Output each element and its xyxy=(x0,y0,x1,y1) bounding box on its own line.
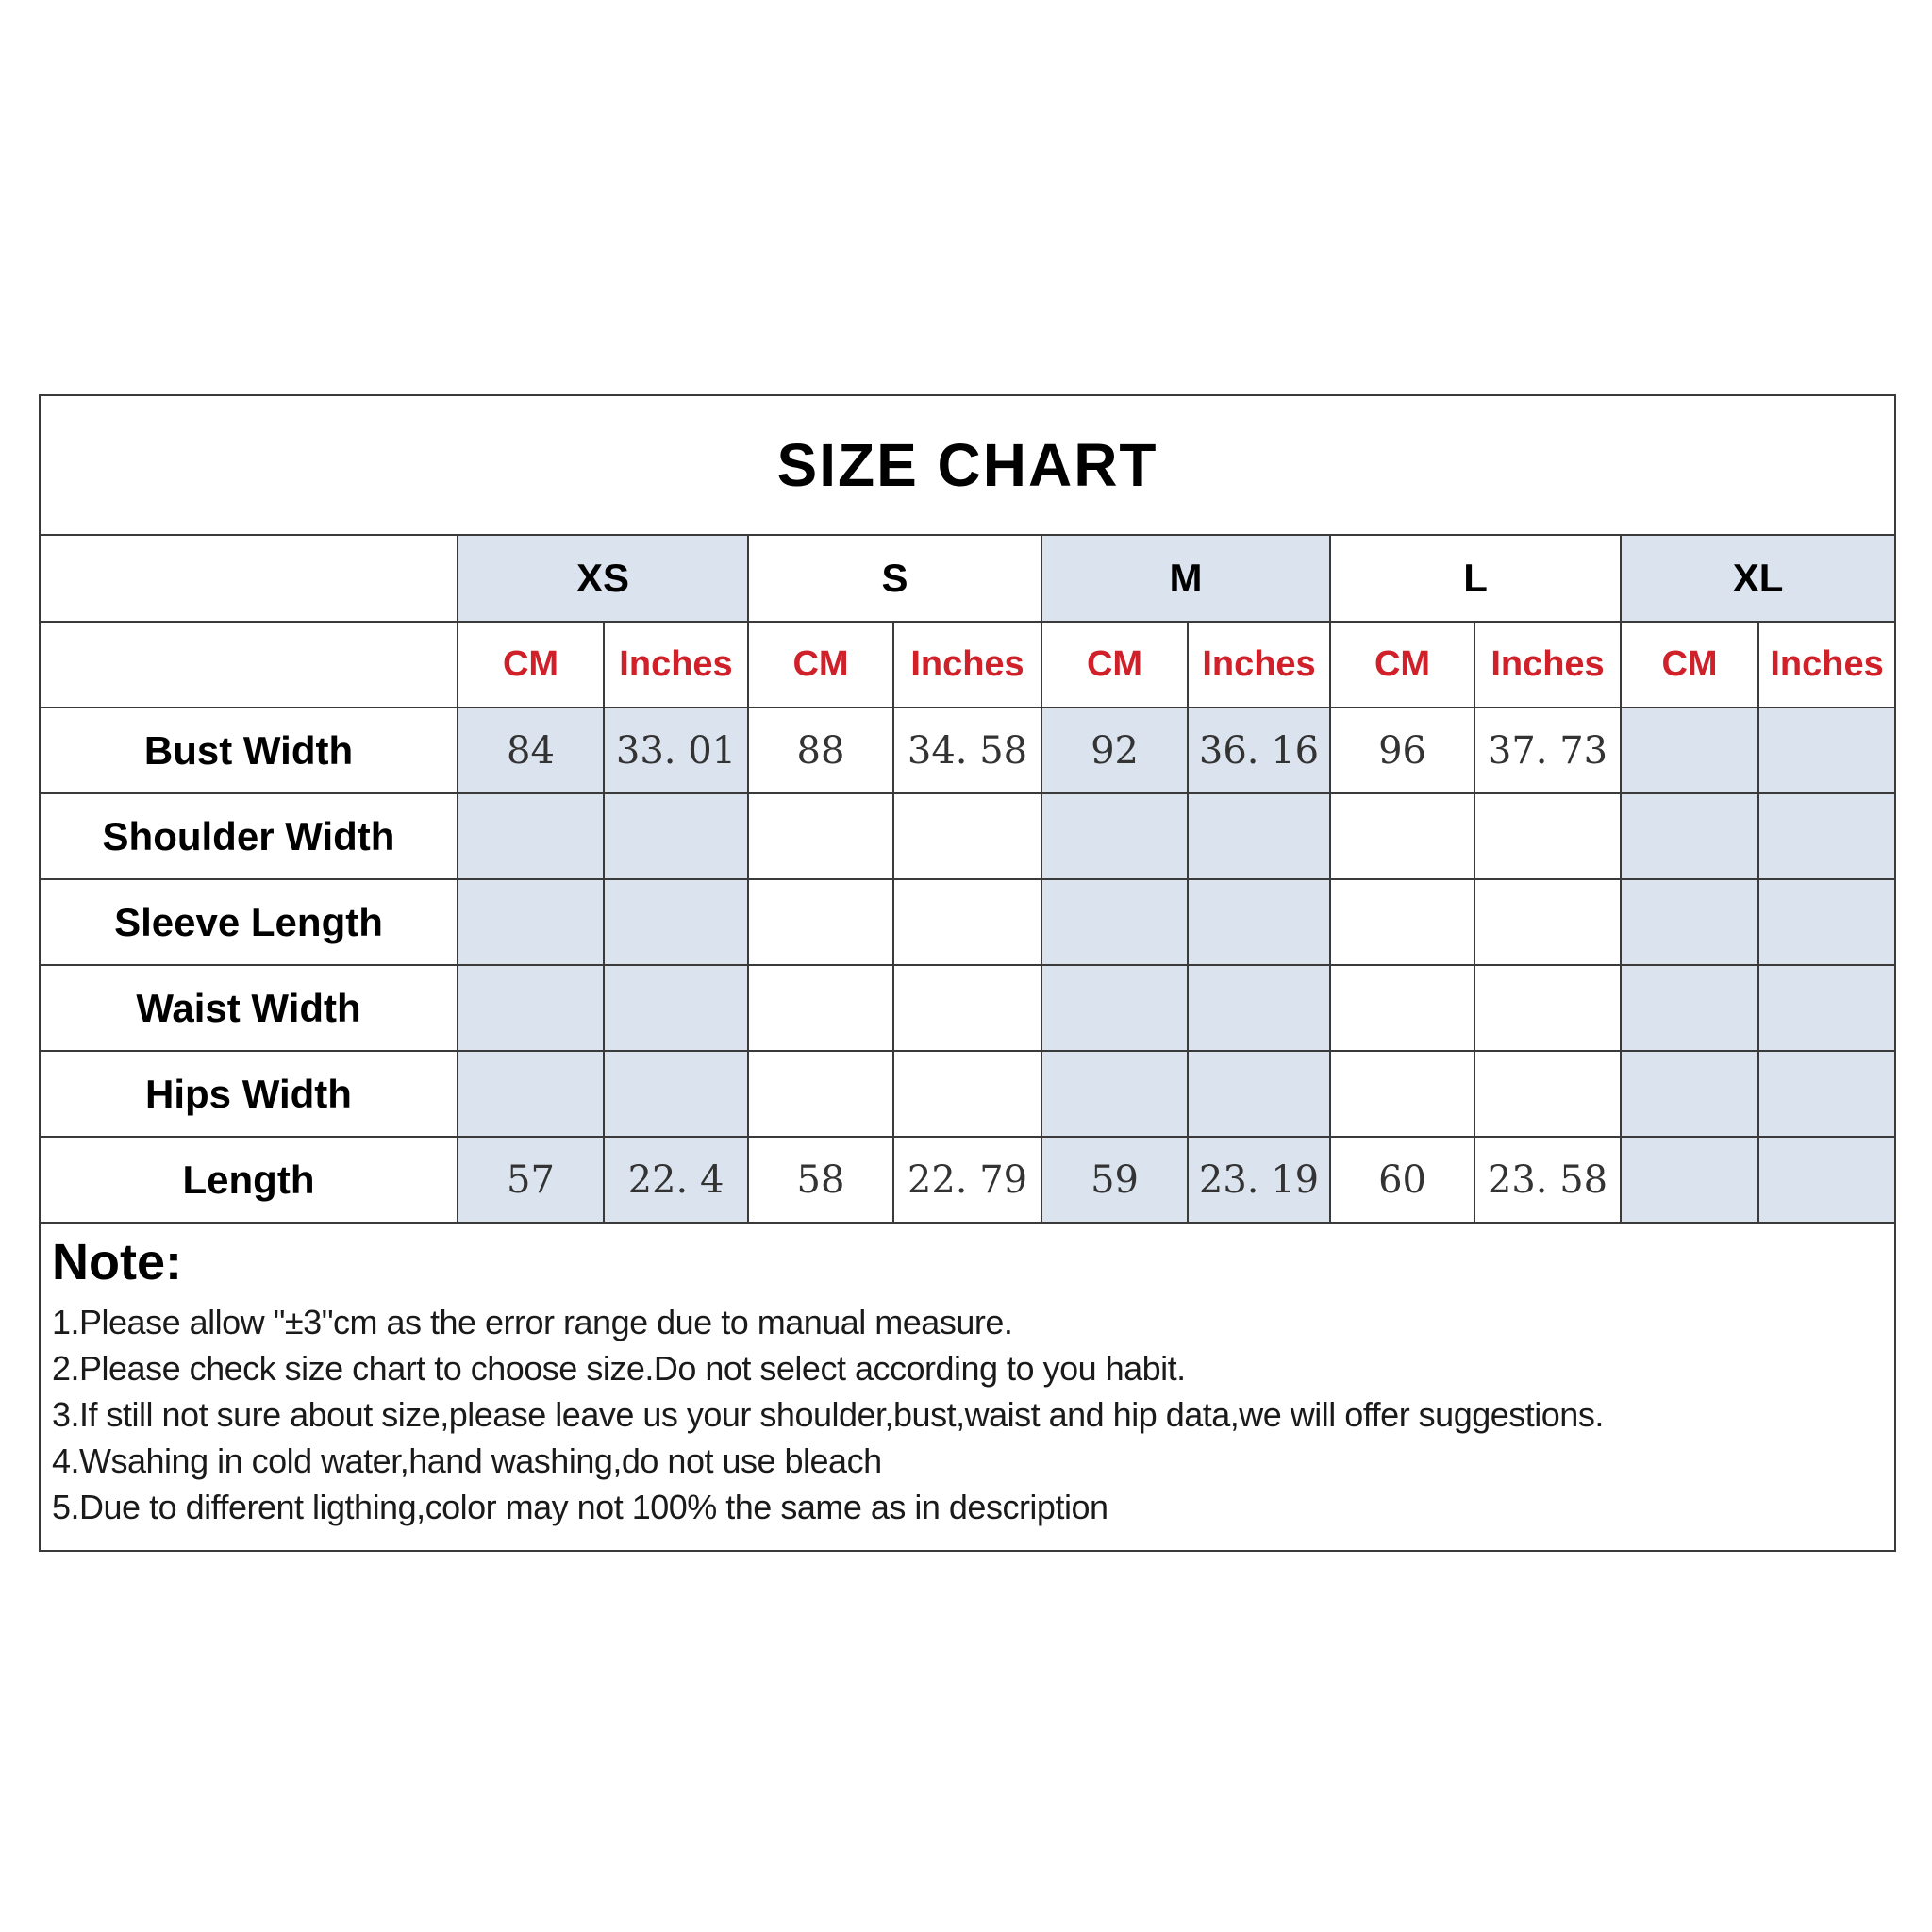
value-cell xyxy=(893,879,1041,965)
value-cell xyxy=(1621,965,1758,1051)
value-cell: 60 xyxy=(1330,1137,1474,1223)
value-cell xyxy=(458,879,604,965)
value-cell: 84 xyxy=(458,708,604,793)
value-cell xyxy=(1188,965,1330,1051)
measurement-rows xyxy=(41,708,1894,1223)
value-cell xyxy=(748,1051,893,1137)
size-s-header: S xyxy=(748,536,1041,622)
value-cell xyxy=(748,793,893,879)
size-header-row xyxy=(41,536,1894,622)
value-cell: 92 xyxy=(1041,708,1188,793)
value-cell xyxy=(458,793,604,879)
note-item: 5.Due to different ligthing,color may not 100% the same as in description xyxy=(52,1488,1108,1526)
row-label: Waist Width xyxy=(41,965,458,1051)
row-label: Sleeve Length xyxy=(41,879,458,965)
value-cell xyxy=(1621,1051,1758,1137)
corner-cell xyxy=(41,536,458,622)
value-cell xyxy=(604,1051,748,1137)
value-cell xyxy=(1758,1051,1894,1137)
table-row xyxy=(41,965,1894,1051)
value-cell: 34. 58 xyxy=(893,708,1041,793)
corner-cell xyxy=(41,622,458,708)
value-cell: 88 xyxy=(748,708,893,793)
table-row xyxy=(41,793,1894,879)
value-cell xyxy=(1621,708,1758,793)
value-cell xyxy=(1188,793,1330,879)
size-xs-header: XS xyxy=(458,536,748,622)
unit-header-row xyxy=(41,622,1894,708)
value-cell xyxy=(1621,879,1758,965)
value-cell xyxy=(1041,965,1188,1051)
notes-section xyxy=(41,1224,1894,1530)
value-cell xyxy=(1758,708,1894,793)
value-cell xyxy=(748,879,893,965)
value-cell: 22. 4 xyxy=(604,1137,748,1223)
value-cell: 57 xyxy=(458,1137,604,1223)
chart-title: SIZE CHART xyxy=(41,396,1894,536)
value-cell: 59 xyxy=(1041,1137,1188,1223)
unit-inches: Inches xyxy=(1188,622,1330,708)
value-cell xyxy=(458,1051,604,1137)
note-item: 2.Please check size chart to choose size.Do not select according to you habit. xyxy=(52,1349,1186,1388)
value-cell: 22. 79 xyxy=(893,1137,1041,1223)
row-label: Shoulder Width xyxy=(41,793,458,879)
size-l-header: L xyxy=(1330,536,1621,622)
unit-inches: Inches xyxy=(1474,622,1621,708)
value-cell xyxy=(1758,965,1894,1051)
value-cell xyxy=(1474,793,1621,879)
unit-cm: CM xyxy=(1621,622,1758,708)
size-chart-sheet xyxy=(39,394,1896,1552)
table-row xyxy=(41,708,1894,793)
value-cell: 23. 19 xyxy=(1188,1137,1330,1223)
value-cell xyxy=(604,793,748,879)
value-cell: 33. 01 xyxy=(604,708,748,793)
value-cell xyxy=(1330,965,1474,1051)
unit-cm: CM xyxy=(748,622,893,708)
value-cell xyxy=(1758,793,1894,879)
unit-cm: CM xyxy=(458,622,604,708)
row-label: Hips Width xyxy=(41,1051,458,1137)
row-label: Length xyxy=(41,1137,458,1223)
value-cell xyxy=(1188,879,1330,965)
notes-heading: Note: xyxy=(52,1234,182,1291)
value-cell xyxy=(1621,1137,1758,1223)
value-cell xyxy=(1621,793,1758,879)
value-cell xyxy=(1188,1051,1330,1137)
value-cell xyxy=(893,1051,1041,1137)
value-cell xyxy=(1330,879,1474,965)
value-cell xyxy=(604,879,748,965)
note-item: 1.Please allow "±3"cm as the error range due to manual measure. xyxy=(52,1303,1013,1341)
value-cell xyxy=(893,793,1041,879)
value-cell xyxy=(1758,879,1894,965)
value-cell xyxy=(893,965,1041,1051)
unit-inches: Inches xyxy=(893,622,1041,708)
table-row xyxy=(41,1051,1894,1137)
unit-inches: Inches xyxy=(604,622,748,708)
unit-inches: Inches xyxy=(1758,622,1894,708)
value-cell xyxy=(1474,965,1621,1051)
value-cell xyxy=(458,965,604,1051)
unit-cm: CM xyxy=(1041,622,1188,708)
note-item: 3.If still not sure about size,please leave us your shoulder,bust,waist and hip data,we will offer suggestions. xyxy=(52,1395,1604,1434)
note-item: 4.Wsahing in cold water,hand washing,do not use bleach xyxy=(52,1441,882,1480)
value-cell xyxy=(1041,793,1188,879)
value-cell xyxy=(604,965,748,1051)
value-cell xyxy=(1474,1051,1621,1137)
size-m-header: M xyxy=(1041,536,1330,622)
row-label: Bust Width xyxy=(41,708,458,793)
value-cell: 23. 58 xyxy=(1474,1137,1621,1223)
table-row xyxy=(41,1137,1894,1223)
value-cell xyxy=(1041,1051,1188,1137)
value-cell xyxy=(1041,879,1188,965)
value-cell xyxy=(1330,793,1474,879)
value-cell xyxy=(1758,1137,1894,1223)
value-cell: 96 xyxy=(1330,708,1474,793)
value-cell: 37. 73 xyxy=(1474,708,1621,793)
value-cell: 36. 16 xyxy=(1188,708,1330,793)
value-cell xyxy=(1474,879,1621,965)
size-table xyxy=(41,536,1894,1224)
unit-cm: CM xyxy=(1330,622,1474,708)
value-cell: 58 xyxy=(748,1137,893,1223)
size-xl-header: XL xyxy=(1621,536,1894,622)
table-row xyxy=(41,879,1894,965)
value-cell xyxy=(1330,1051,1474,1137)
value-cell xyxy=(748,965,893,1051)
